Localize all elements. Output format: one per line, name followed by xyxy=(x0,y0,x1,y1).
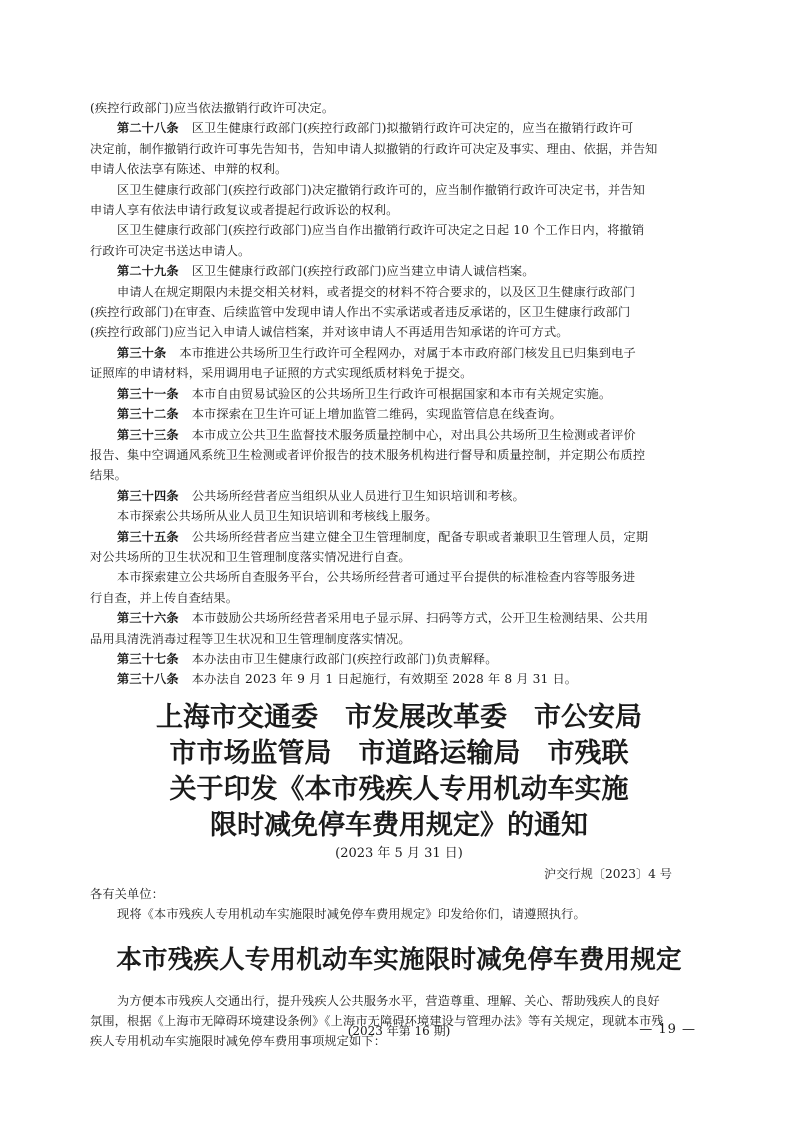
article-line xyxy=(90,241,708,261)
article-line xyxy=(90,118,708,138)
article-text: 对公共场所的卫生状况和卫生管理制度落实情况进行自查。 xyxy=(90,549,411,564)
notice-body: 现将《本市残疾人专用机动车实施限时减免停车费用规定》印发给你们，请遵照执行。 xyxy=(117,907,586,922)
article-text: 区卫生健康行政部门(疾控行政部门)拟撤销行政许可决定的，应当在撤销行政许可 xyxy=(191,121,634,136)
article-line xyxy=(90,322,708,342)
article-line xyxy=(90,608,708,628)
article-text: 行自查，并上传自查结果。 xyxy=(90,590,239,605)
article-label: 第三十六条 xyxy=(117,611,179,626)
article-text: 品用具清洗消毒过程等卫生状况和卫生管理制度落实情况。 xyxy=(90,631,411,646)
notice-title-line: 限时减免停车费用规定》的通知 xyxy=(210,809,588,841)
article-text: 证照库的申请材料，采用调用电子证照的方式实现纸质材料免于提交。 xyxy=(90,366,473,381)
article-text: 本市探索公共场所从业人员卫生知识培训和考核线上服务。 xyxy=(117,509,438,524)
article-line xyxy=(90,425,708,445)
article-line xyxy=(90,445,708,465)
article-text: 本市成立公共卫生监督技术服务质量控制中心，对出具公共场所卫生检测或者评价 xyxy=(191,427,636,442)
article-text: 区卫生健康行政部门(疾控行政部门)应当自作出撤销行政许可决定之日起 10 个工作日内，将撤销 xyxy=(117,223,645,238)
article-text: 本市鼓励公共场所经营者采用电子显示屏、扫码等方式，公开卫生检测结果、公共用 xyxy=(191,611,649,626)
article-text: 公共场所经营者应当组织从业人员进行卫生知识培训和考核。 xyxy=(191,488,525,503)
notice-date: (2023 年 5 月 31 日) xyxy=(335,845,463,861)
article-text: (疾控行政部门)应当记入申请人诚信档案，并对该申请人不再适用告知承诺的许可方式。 xyxy=(90,325,569,340)
article-text: 本市探索在卫生许可证上增加监管二维码，实现监管信息在线查询。 xyxy=(191,407,562,422)
document-number: 沪交行规〔2023〕4 号 xyxy=(544,866,672,881)
article-line xyxy=(90,363,708,383)
article-text: 行政许可决定书送达申请人。 xyxy=(90,243,251,258)
article-line xyxy=(90,220,708,240)
article-text: 区卫生健康行政部门(疾控行政部门)应当建立申请人诚信档案。 xyxy=(191,264,535,279)
article-line xyxy=(90,159,708,179)
article-text: 本市自由贸易试验区的公共场所卫生行政许可根据国家和本市有关规定实施。 xyxy=(191,386,612,401)
article-line xyxy=(90,139,708,159)
article-line xyxy=(90,302,708,322)
article-line xyxy=(90,404,708,424)
article-text: 申请人享有依法申请行政复议或者提起行政诉讼的权利。 xyxy=(90,203,399,218)
article-text: 决定前，制作撤销行政许可事先告知书，告知申请人拟撤销的行政许可决定及事实、理由、依据，并告知 xyxy=(90,141,658,156)
notice-title-line: 市市场监管局 市道路运输局 市残联 xyxy=(169,737,629,769)
article-line xyxy=(90,669,708,689)
article-label: 第三十二条 xyxy=(117,407,179,422)
article-text: 本办法由市卫生健康行政部门(疾控行政部门)负责解释。 xyxy=(191,651,498,666)
document-page xyxy=(90,98,708,1052)
article-label: 第二十九条 xyxy=(117,264,179,279)
article-label: 第二十八条 xyxy=(117,121,179,136)
article-text: 申请人依法享有陈述、申辩的权利。 xyxy=(90,162,288,177)
article-line xyxy=(90,567,708,587)
page-footer xyxy=(90,1022,708,1042)
article-line xyxy=(90,629,708,649)
article-line xyxy=(90,527,708,547)
issue-label: (2023 年第 16 期) xyxy=(347,1024,451,1038)
article-label: 第三十三条 xyxy=(117,427,179,442)
article-text: (疾控行政部门)在审查、后续监管中发现申请人作出不实承诺或者违反承诺的，区卫生健康行政部门 xyxy=(90,305,631,320)
article-text: 区卫生健康行政部门(疾控行政部门)决定撤销行政许可的，应当制作撤销行政许可决定书，并告知 xyxy=(117,182,645,197)
article-label: 第三十一条 xyxy=(117,386,179,401)
article-text: 公共场所经营者应当建立健全卫生管理制度，配备专职或者兼职卫生管理人员，定期 xyxy=(191,529,649,544)
article-text: 报告、集中空调通风系统卫生检测或者评价报告的技术服务机构进行督导和质量控制，并定期公布质控 xyxy=(90,447,646,462)
article-line xyxy=(90,384,708,404)
page-number: — 19 — xyxy=(639,1022,696,1037)
article-line xyxy=(90,261,708,281)
notice-title-line: 关于印发《本市残疾人专用机动车实施 xyxy=(169,773,629,805)
article-line xyxy=(90,282,708,302)
article-label: 第三十八条 xyxy=(117,672,179,687)
regulation-title: 本市残疾人专用机动车实施限时减免停车费用规定 xyxy=(116,944,682,975)
article-text: 本市推进公共场所卫生行政许可全程网办，对属于本市政府部门核发且已归集到电子 xyxy=(179,345,636,360)
article-line xyxy=(90,200,708,220)
article-line xyxy=(90,547,708,567)
addressee: 各有关单位： xyxy=(90,886,165,901)
article-line xyxy=(90,506,708,526)
article-line xyxy=(90,180,708,200)
article-text: 申请人在规定期限内未提交相关材料，或者提交的材料不符合要求的，以及区卫生健康行政部门 xyxy=(117,284,636,299)
article-label: 第三十五条 xyxy=(117,529,179,544)
article-label: 第三十四条 xyxy=(117,488,179,503)
article-label: 第三十七条 xyxy=(117,651,179,666)
article-text: (疾控行政部门)应当依法撤销行政许可决定。 xyxy=(90,101,335,115)
article-line xyxy=(90,486,708,506)
article-line xyxy=(90,465,708,485)
regulation-articles xyxy=(90,98,708,690)
article-line xyxy=(90,98,708,118)
regulation-intro-line: 疾人专用机动车实施限时减免停车费用事项规定如下： xyxy=(90,1034,387,1049)
article-text: 本办法自 2023 年 9 月 1 日起施行，有效期至 2028 年 8 月 31 日。 xyxy=(191,672,578,687)
regulation-intro-line: 氛围，根据《上海市无障碍环境建设条例》《上海市无障碍环境建设与管理办法》等有关规定，现就本市残 xyxy=(90,1014,664,1028)
article-line xyxy=(90,588,708,608)
article-text: 结果。 xyxy=(90,468,128,483)
regulation-intro-line: 为方便本市残疾人交通出行，提升残疾人公共服务水平，营造尊重、理解、关心、帮助残疾人的良好 xyxy=(117,993,660,1008)
article-label: 第三十条 xyxy=(117,345,167,360)
article-text: 本市探索建立公共场所自查服务平台，公共场所经营者可通过平台提供的标准检查内容等服务进 xyxy=(117,570,636,585)
notice-title-line: 上海市交通委 市发展改革委 市公安局 xyxy=(156,701,642,733)
article-line xyxy=(90,343,708,363)
notice-title xyxy=(90,700,708,844)
article-line xyxy=(90,649,708,669)
